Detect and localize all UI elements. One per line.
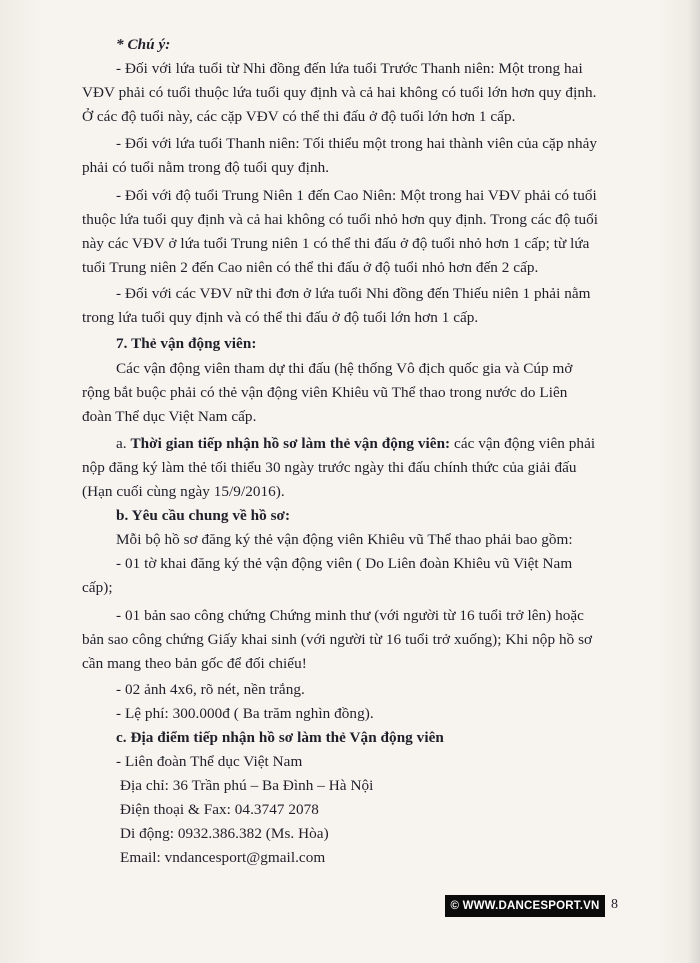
mobile-line: Di động: 0932.386.382 (Ms. Hòa) bbox=[120, 825, 329, 842]
paragraph-line: - Liên đoàn Thể dục Việt Nam bbox=[116, 753, 303, 770]
paragraph-line: phải có tuổi nằm trong độ tuổi quy định. bbox=[82, 159, 330, 176]
paragraph-line: bản sao công chứng Giấy khai sinh (với người từ 16 tuổi trở xuống); Khi nộp hồ sơ bbox=[82, 631, 593, 648]
paragraph-line bbox=[116, 433, 595, 455]
subsection-text: các vận động viên phải bbox=[454, 435, 596, 452]
paragraph-line: thuộc lứa tuổi quy định và cả hai không có tuổi nhỏ hơn quy định. Trong các độ tuổi bbox=[82, 211, 599, 228]
section-heading-athlete-card: 7. Thẻ vận động viên: bbox=[116, 335, 257, 352]
subsection-heading-location: c. Địa điểm tiếp nhận hồ sơ làm thẻ Vận động viên bbox=[116, 729, 444, 746]
page-edge-shadow bbox=[688, 0, 700, 963]
paragraph-line: - Đối với lứa tuổi từ Nhi đồng đến lứa tuổi Trước Thanh niên: Một trong hai bbox=[116, 60, 583, 77]
paragraph-line: cấp); bbox=[82, 579, 113, 596]
page-number: 8 bbox=[611, 897, 618, 912]
paragraph-line: rộng bắt buộc phải có thẻ vận động viên Khiêu vũ Thể thao trong nước do Liên bbox=[82, 384, 568, 401]
paragraph-line: - Đối với độ tuổi Trung Niên 1 đến Cao Niên: Một trong hai VĐV phải có tuổi bbox=[116, 187, 597, 204]
paragraph-line: Ở các độ tuổi này, các cặp VĐV có thể thi đấu ở độ tuổi lớn hơn 1 cấp. bbox=[82, 108, 516, 125]
paragraph-line: - 01 tờ khai đăng ký thẻ vận động viên ( Do Liên đoàn Khiêu vũ Việt Nam bbox=[116, 555, 573, 572]
email-line: Email: vndancesport@gmail.com bbox=[120, 849, 326, 866]
paragraph-line: - Lệ phí: 300.000đ ( Ba trăm nghìn đồng). bbox=[116, 705, 374, 722]
paragraph-line: này các VĐV ở lứa tuổi Trung niên 1 có thể thi đấu ở độ tuổi nhỏ hơn 1 cấp; từ lứa bbox=[82, 235, 590, 252]
paragraph-line: trong lứa tuổi quy định và có thể thi đấu ở độ tuổi lớn hơn 1 cấp. bbox=[82, 309, 479, 326]
paragraph-line: - 01 bản sao công chứng Chứng minh thư (với người từ 16 tuổi trở lên) hoặc bbox=[116, 607, 584, 624]
address-line: Địa chỉ: 36 Trần phú – Ba Đình – Hà Nội bbox=[120, 777, 374, 794]
paragraph-line: Các vận động viên tham dự thi đấu (hệ thống Vô địch quốc gia và Cúp mở bbox=[116, 360, 573, 377]
paragraph-line: cần mang theo bản gốc để đối chiếu! bbox=[82, 655, 307, 672]
note-title: * Chú ý: bbox=[116, 36, 171, 53]
paragraph-line: nộp đăng ký làm thẻ tối thiểu 30 ngày trước ngày thi đấu chính thức của giải đấu bbox=[82, 459, 577, 476]
paragraph-line: Mỗi bộ hồ sơ đăng ký thẻ vận động viên Khiêu vũ Thể thao phải bao gồm: bbox=[116, 531, 573, 548]
subsection-heading-requirements: b. Yêu cầu chung về hồ sơ: bbox=[116, 507, 291, 524]
phone-fax-line: Điện thoại & Fax: 04.3747 2078 bbox=[120, 801, 319, 818]
subsection-heading-time: Thời gian tiếp nhận hồ sơ làm thẻ vận động viên: bbox=[130, 435, 451, 452]
paragraph-line: (Hạn cuối cùng ngày 15/9/2016). bbox=[82, 483, 285, 500]
paragraph-line: đoàn Thể dục Việt Nam cấp. bbox=[82, 408, 257, 425]
paragraph-line: tuổi Trung niên 2 đến Cao niên có thể thi đấu ở độ tuổi nhỏ hơn đến 2 cấp. bbox=[82, 259, 539, 276]
subsection-label: a. bbox=[116, 435, 127, 452]
paragraph-line: - Đối với các VĐV nữ thi đơn ở lứa tuổi Nhi đồng đến Thiếu niên 1 phải nằm bbox=[116, 285, 591, 302]
website-watermark: © WWW.DANCESPORT.VN bbox=[445, 895, 605, 917]
paragraph-line: VĐV phải có tuổi thuộc lứa tuổi quy định và cả hai không có tuổi lớn hơn quy định. bbox=[82, 84, 597, 101]
paragraph-line: - Đối với lứa tuổi Thanh niên: Tối thiểu một trong hai thành viên của cặp nhảy bbox=[116, 135, 598, 152]
paragraph-line: - 02 ảnh 4x6, rõ nét, nền trắng. bbox=[116, 681, 305, 698]
